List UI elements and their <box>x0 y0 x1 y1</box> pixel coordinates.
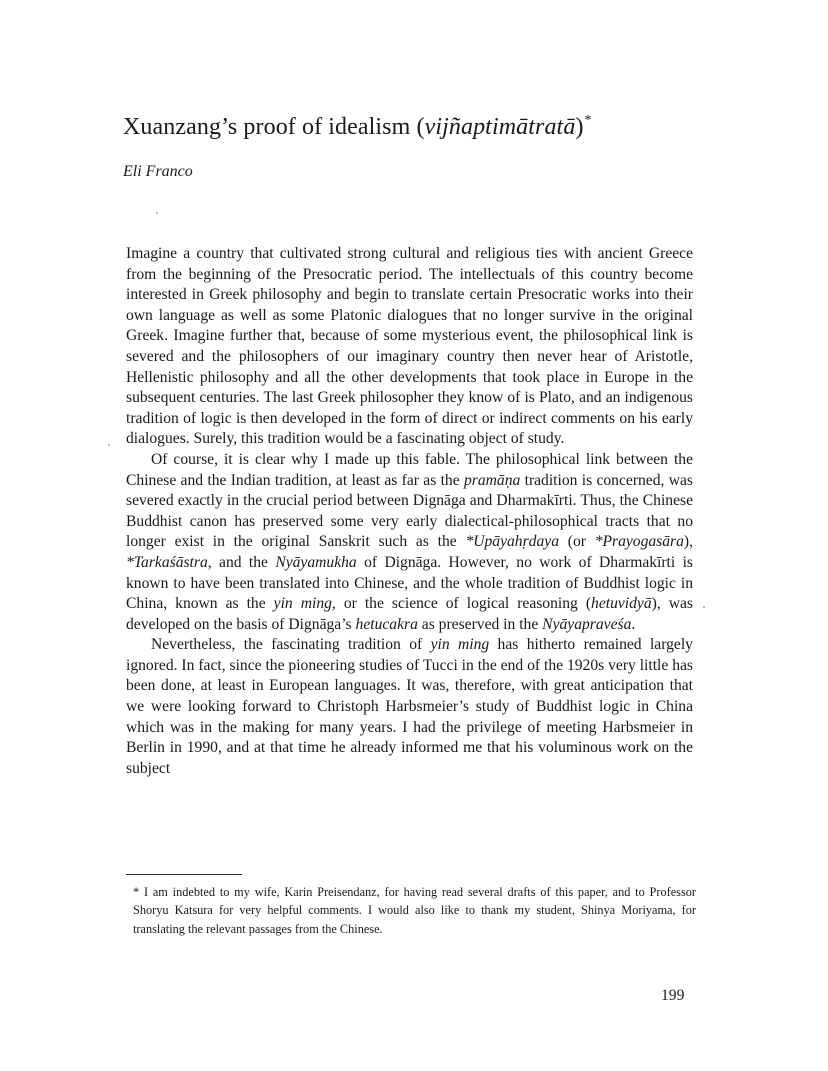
italic-term: hetuvidyā <box>591 595 652 613</box>
scan-speck <box>156 212 158 214</box>
paragraph-3: Nevertheless, the fascinating tradition of yin ming has hitherto remained largely ignored. In fact, since the pioneering studies of Tucci in the end of the 1920s very little has been done, at least in European languages. It was, therefore, with great anticipation that we were looking forward to Christoph Harbsmeier’s study of Buddhist logic in China which was in the making for many years. I had the privilege of meeting Harbsmeier in Berlin in 1990, and at that time he already informed me that his voluminous work on the subject <box>126 636 693 777</box>
author-name: Eli Franco <box>123 163 193 180</box>
italic-term: *Tarkaśāstra <box>126 553 208 571</box>
page-number: 199 <box>661 987 685 1004</box>
italic-term: yin ming <box>273 595 332 613</box>
title-footnote-marker: * <box>584 113 592 128</box>
italic-term: *Upāyahṛdaya <box>465 533 559 551</box>
title-italic-term: vijñaptimātratā <box>424 114 576 140</box>
title-close-paren: ) <box>575 114 584 140</box>
italic-term: yin ming <box>430 636 490 654</box>
title-text: Xuanzang’s proof of idealism ( <box>123 114 425 140</box>
main-text <box>126 244 693 779</box>
italic-term: Nyāyapraveśa <box>542 615 632 633</box>
italic-term: *Prayogasāra <box>594 533 684 551</box>
italic-term: pramāṇa <box>463 471 521 489</box>
footnote: * I am indebted to my wife, Karin Preisendanz, for having read several drafts of this paper, and to Professor Shoryu Katsura for very helpful comments. I would also like to thank my student, Shinya Moriyama, for translating the relevant passages from the Chinese. <box>133 885 696 936</box>
footnote-divider <box>126 874 242 875</box>
paragraph-2: Of course, it is clear why I made up this fable. The philosophical link between the Chinese and the Indian tradition, at least as far as the pramāṇa tradition is concerned, was severed exactly in the crucial period between Dignāga and Dharmakīrti. Thus, the Chinese Buddhist canon has preserved some very early dialectical-philosophical tracts that no longer exist in the original Sanskrit such as the *Upāyahṛdaya (or *Prayogasāra), *Tarkaśāstra, and the Nyāyamukha of Dignāga. However, no work of Dharmakīrti is known to have been translated into Chinese, and the whole tradition of Buddhist logic in China, known as the yin ming, or the science of logical reasoning (hetuvidyā), was developed on the basis of Dignāga’s hetucakra as preserved in the Nyāyapraveśa. <box>126 450 694 633</box>
scan-speck <box>703 606 705 608</box>
chapter-title <box>123 112 591 142</box>
paragraph-1: Imagine a country that cultivated strong cultural and religious ties with ancient Greece from the beginning of the Presocratic period. The intellectuals of this country become interested in Greek philosophy and begin to translate certain Presocratic works into their own language as well as some Platonic dialogues that no longer survive in the original Greek. Imagine further that, because of some mysterious event, the philosophical link is severed and the philosophers of our imaginary country then never hear of Aristotle, Hellenistic philosophy and all the other developments that took place in Europe in the subsequent centuries. The last Greek philosopher they know of is Plato, and an indigenous tradition of logic is then developed in the form of direct or indirect comments on his early dialogues. Surely, this tradition would be a fascinating object of study. <box>126 245 693 448</box>
italic-term: hetucakra <box>355 615 418 633</box>
scan-speck <box>108 444 110 446</box>
italic-term: Nyāyamukha <box>275 553 357 571</box>
